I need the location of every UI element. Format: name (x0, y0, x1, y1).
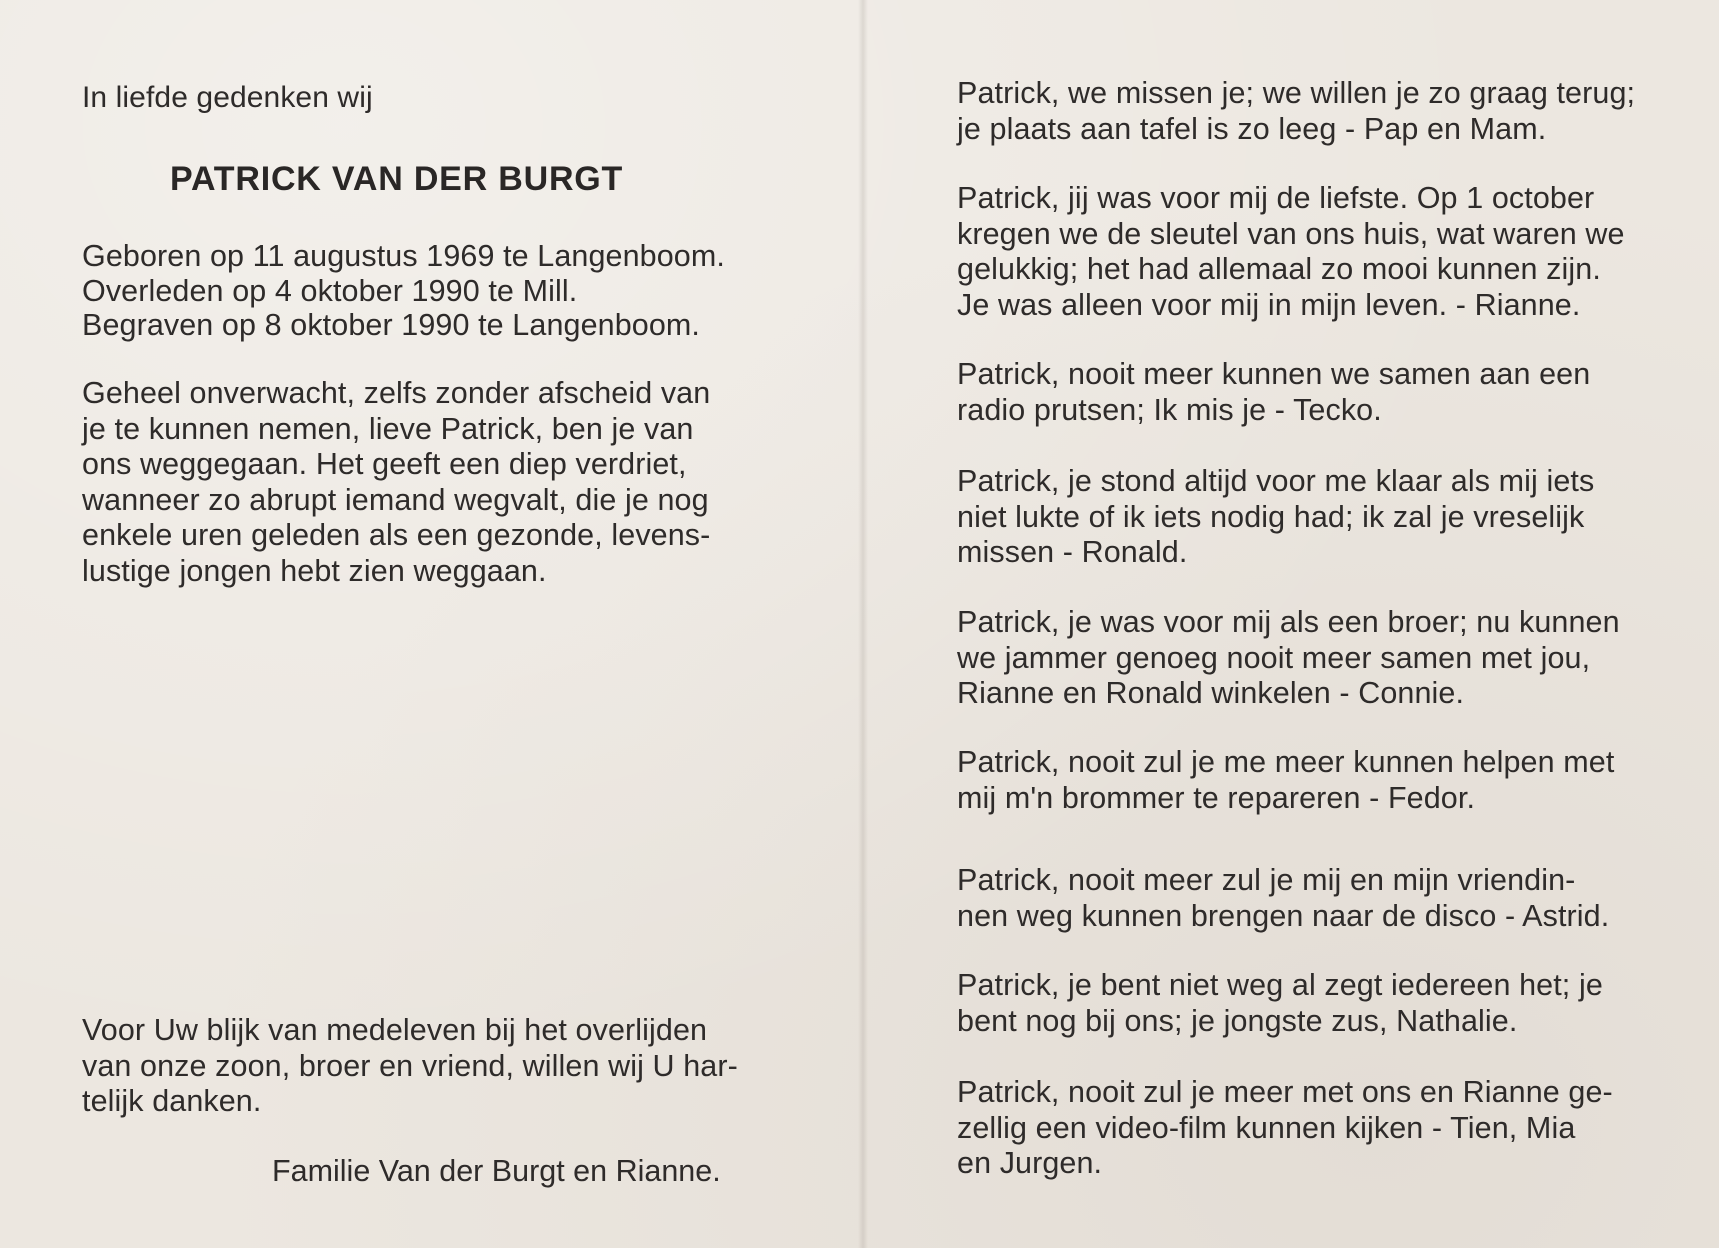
deceased-name: PATRICK VAN DER BURGT (170, 160, 624, 198)
right-panel (957, 0, 1657, 1248)
tribute-nathalie: Patrick, je bent niet weg al zegt iedereen het; je bent nog bij ons; je jongste zus, Nathalie. (957, 968, 1603, 1038)
thanks-message: Voor Uw blijk van medeleven bij het overlijden van onze zoon, broer en vriend, willen wij U har- telijk danken. (82, 1013, 738, 1118)
intro-line: In liefde gedenken wij (82, 81, 373, 114)
left-panel (82, 0, 782, 1248)
tribute-tecko: Patrick, nooit meer kunnen we samen aan een radio prutsen; Ik mis je - Tecko. (957, 357, 1591, 427)
tribute-tien-mia-jurgen: Patrick, nooit zul je meer met ons en Rianne ge- zellig een video-film kunnen kijken - Tien, Mia en Jurgen. (957, 1075, 1613, 1180)
life-dates: Geboren op 11 augustus 1969 te Langenboom. Overleden op 4 oktober 1990 te Mill. Begraven op 8 oktober 1990 te Langenboom. (82, 239, 725, 342)
tribute-astrid: Patrick, nooit meer zul je mij en mijn vriendin- nen weg kunnen brengen naar de disco - Astrid. (957, 863, 1610, 933)
tribute-ronald: Patrick, je stond altijd voor me klaar als mij iets niet lukte of ik iets nodig had; ik zal je vreselijk missen - Ronald. (957, 464, 1595, 569)
tribute-pap-en-mam: Patrick, we missen je; we willen je zo graag terug; je plaats aan tafel is zo leeg - Pap en Mam. (957, 76, 1636, 146)
memorial-message: Geheel onverwacht, zelfs zonder afscheid van je te kunnen nemen, lieve Patrick, ben je van ons weggegaan. Het geeft een diep verdriet, wanneer zo abrupt iemand wegvalt, die je nog enkele uren geleden als een gezonde, levens- lustige jongen hebt zien weggaan. (82, 376, 711, 588)
tribute-rianne: Patrick, jij was voor mij de liefste. Op 1 october kregen we de sleutel van ons huis, wat waren we gelukkig; het had allemaal zo mooi kunnen zijn. Je was alleen voor mij in mijn leven. - Rianne. (957, 181, 1625, 322)
tribute-connie: Patrick, je was voor mij als een broer; nu kunnen we jammer genoeg nooit meer samen met jou, Rianne en Ronald winkelen - Connie. (957, 605, 1620, 710)
center-fold (858, 0, 868, 1248)
tribute-fedor: Patrick, nooit zul je me meer kunnen helpen met mij m'n brommer te repareren - Fedor. (957, 745, 1615, 815)
family-signature: Familie Van der Burgt en Rianne. (272, 1154, 721, 1188)
